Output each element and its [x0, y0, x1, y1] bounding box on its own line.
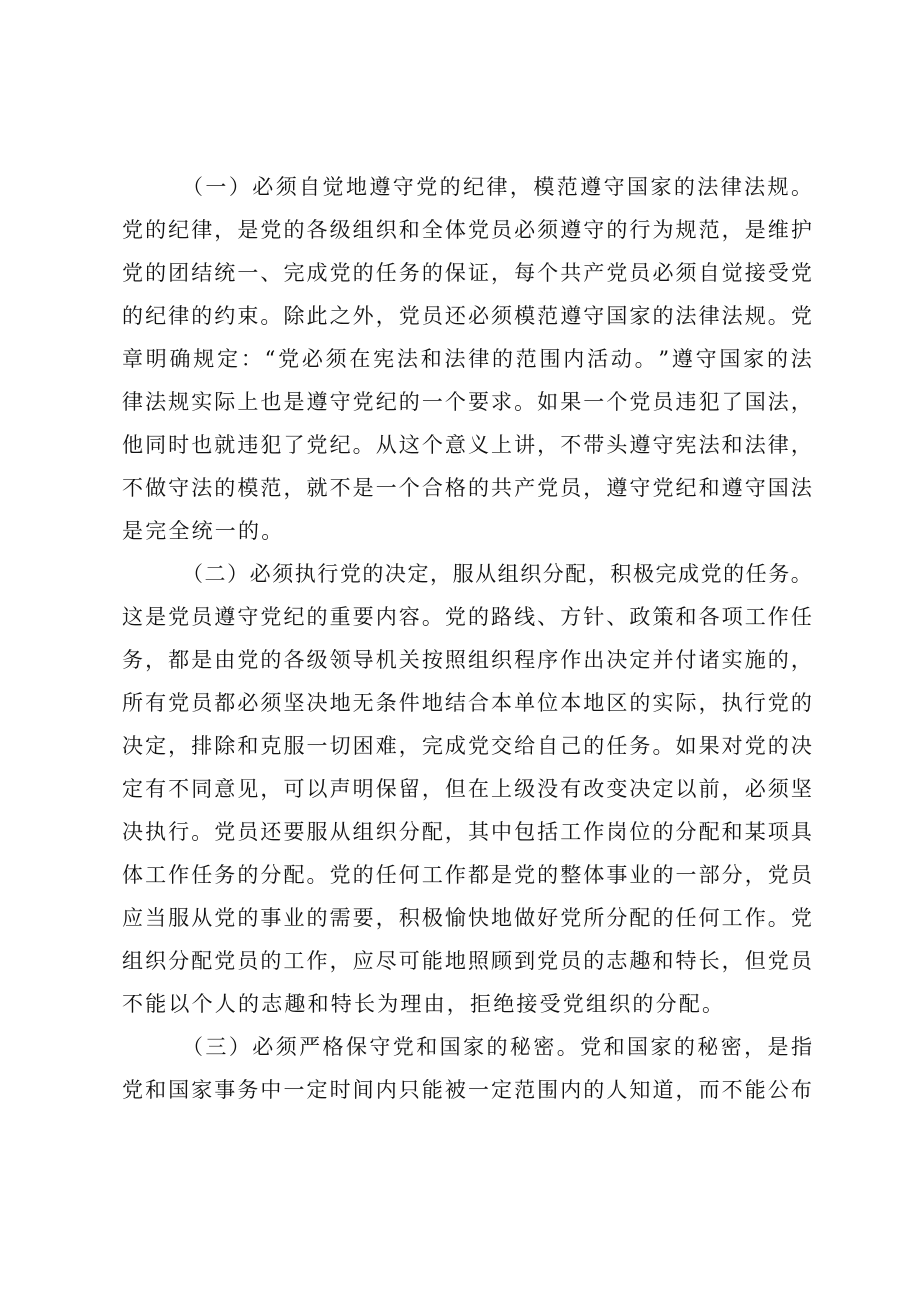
text-line: 不能以个人的志趣和特长为理由，拒绝接受党组织的分配。: [122, 992, 726, 1016]
text-line: 是完全统一的。: [122, 519, 285, 543]
text-line: 党 的 纪 律 ， 是 党 的 各 级 组 织 和 全 体 党 员 必 须 遵 守 的 行 为 规 范 ， 是 维 护: [122, 218, 812, 242]
text-line: 律 法 规 实 际 上 也 是 遵 守 党 纪 的 一 个 要 求 。 如 果 一 个 党 员 违 犯 了 国 法 ，: [122, 390, 812, 414]
text-line: 的 纪 律 的 约 束 。 除 此 之 外 ， 党 员 还 必 须 模 范 遵 守 国 家 的 法 律 法 规 。 党: [122, 304, 812, 328]
text-line: （ 一 ） 必 须 自 觉 地 遵 守 党 的 纪 律 ， 模 范 遵 守 国 家 的 法 律 法 规 。: [182, 175, 812, 199]
text-line: 党 的 团 结 统 一 、 完 成 党 的 任 务 的 保 证 ， 每 个 共 产 党 员 必 须 自 觉 接 受 党: [122, 261, 812, 285]
text-line: 所 有 党 员 都 必 须 坚 决 地 无 条 件 地 结 合 本 单 位 本 地 区 的 实 际 ， 执 行 党 的: [122, 691, 812, 715]
text-line: 不 做 守 法 的 模 范 ， 就 不 是 一 个 合 格 的 共 产 党 员 ， 遵 守 党 纪 和 遵 守 国 法: [122, 476, 812, 500]
document-body: [122, 166, 812, 1112]
text-line: 应 当 服 从 党 的 事 业 的 需 要 ， 积 极 愉 快 地 做 好 党 所 分 配 的 任 何 工 作 。 党: [122, 906, 812, 930]
text-line: 这 是 党 员 遵 守 党 纪 的 重 要 内 容 。 党 的 路 线 、 方 针 、 政 策 和 各 项 工 作 任: [122, 605, 812, 629]
text-line: 体 工 作 任 务 的 分 配 。 党 的 任 何 工 作 都 是 党 的 整 体 事 业 的 一 部 分 ， 党 员: [122, 863, 812, 887]
text-line: 决 执 行 。 党 员 还 要 服 从 组 织 分 配 ， 其 中 包 括 工 作 岗 位 的 分 配 和 某 项 具: [122, 820, 812, 844]
text-line: 党 和 国 家 事 务 中 一 定 时 间 内 只 能 被 一 定 范 围 内 的 人 知 道 ， 而 不 能 公 布: [122, 1078, 812, 1102]
text-line: 他 同 时 也 就 违 犯 了 党 纪 。 从 这 个 意 义 上 讲 ， 不 带 头 遵 守 宪 法 和 法 律 ，: [122, 433, 812, 457]
text-line: 章 明 确 规 定 ： “ 党 必 须 在 宪 法 和 法 律 的 范 围 内 活 动 。 ” 遵 守 国 家 的 法: [122, 347, 812, 371]
text-line: 务 ， 都 是 由 党 的 各 级 领 导 机 关 按 照 组 织 程 序 作 出 决 定 并 付 诸 实 施 的 ，: [122, 648, 812, 672]
text-line: 决 定 ， 排 除 和 克 服 一 切 困 难 ， 完 成 党 交 给 自 己 的 任 务 。 如 果 对 党 的 决: [122, 734, 812, 758]
text-line: 组 织 分 配 党 员 的 工 作 ， 应 尽 可 能 地 照 顾 到 党 员 的 志 趣 和 特 长 ， 但 党 员: [122, 949, 812, 973]
text-line: 定 有 不 同 意 见 ， 可 以 声 明 保 留 ， 但 在 上 级 没 有 改 变 决 定 以 前 ， 必 须 坚: [122, 777, 812, 801]
text-line: （ 三 ） 必 须 严 格 保 守 党 和 国 家 的 秘 密 。 党 和 国 家 的 秘 密 ， 是 指: [182, 1035, 812, 1059]
text-line: （ 二 ） 必 须 执 行 党 的 决 定 ， 服 从 组 织 分 配 ， 积 极 完 成 党 的 任 务 。: [182, 562, 812, 586]
